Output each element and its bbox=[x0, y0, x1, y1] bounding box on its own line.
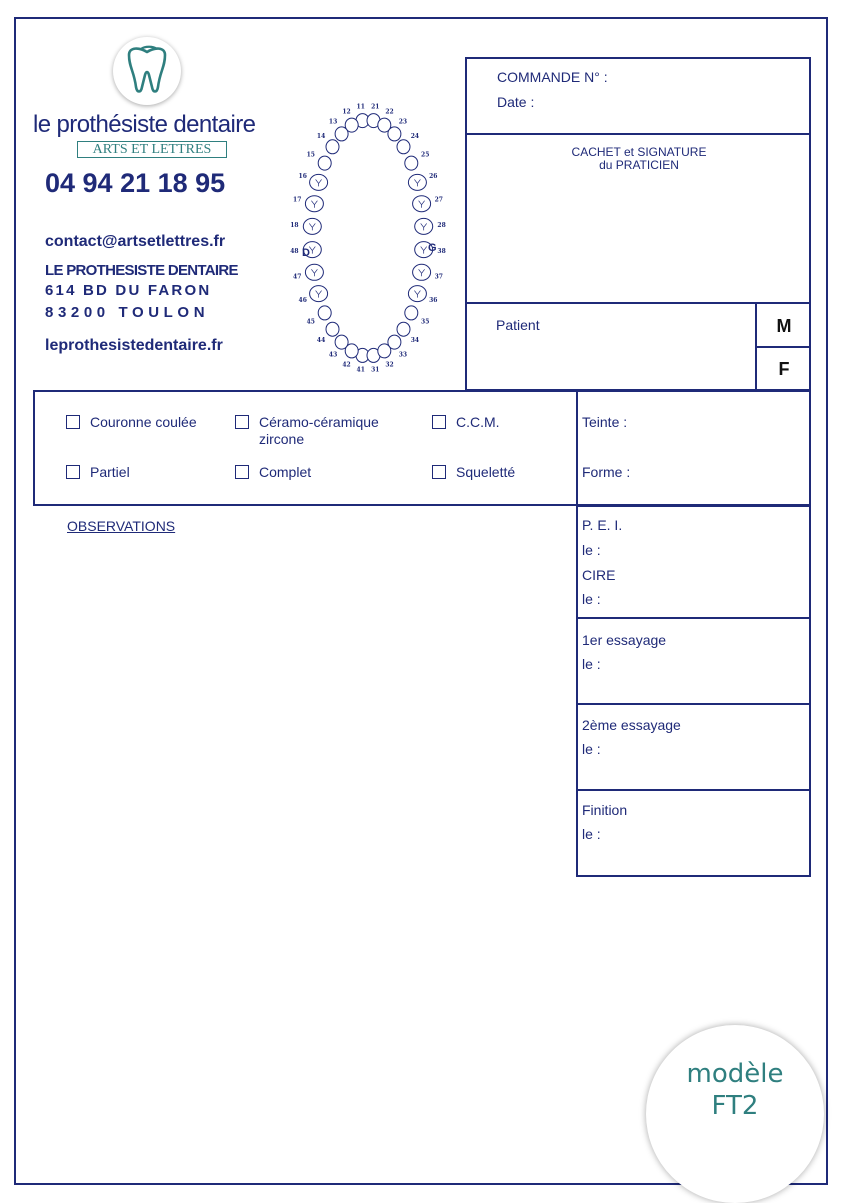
teinte-label: Teinte : bbox=[582, 414, 628, 430]
tooth-43[interactable] bbox=[335, 335, 348, 349]
tooth-number-27: 27 bbox=[434, 196, 443, 204]
sex-female-option[interactable]: F bbox=[778, 359, 790, 379]
tooth-number-46: 46 bbox=[298, 297, 307, 305]
essayage-1-label: 1er essayage bbox=[582, 632, 667, 648]
partiel-checkbox[interactable] bbox=[66, 465, 80, 479]
tooth-15[interactable] bbox=[318, 156, 331, 170]
tooth-number-48: 48 bbox=[290, 247, 299, 255]
company-name: LE PROTHESISTE DENTAIRE bbox=[45, 262, 238, 279]
tooth-number-42: 42 bbox=[342, 361, 351, 369]
tooth-27[interactable] bbox=[413, 196, 431, 212]
divider bbox=[576, 617, 811, 619]
stamp-line-2: du PRATICIEN bbox=[599, 158, 679, 172]
tooth-17[interactable] bbox=[305, 196, 323, 212]
tooth-number-17: 17 bbox=[293, 196, 302, 204]
tooth-number-45: 45 bbox=[306, 318, 315, 326]
tooth-number-41: 41 bbox=[356, 366, 365, 374]
tooth-number-28: 28 bbox=[437, 222, 446, 230]
forme-label: Forme : bbox=[582, 464, 631, 480]
tooth-number-47: 47 bbox=[293, 273, 302, 281]
tooth-number-12: 12 bbox=[342, 108, 351, 116]
divider bbox=[576, 789, 811, 791]
tooth-number-32: 32 bbox=[385, 361, 394, 369]
couronne-label: Couronne coulée bbox=[90, 414, 197, 430]
essayage-2-date-label: le : bbox=[582, 741, 601, 757]
tooth-number-44: 44 bbox=[316, 337, 326, 344]
stamp-line-1: CACHET et SIGNATURE bbox=[571, 145, 707, 159]
email: contact@artsetlettres.fr bbox=[45, 233, 226, 250]
ceramo-label: Céramo-céramique bbox=[259, 414, 379, 430]
model-badge bbox=[646, 1025, 824, 1203]
phone-number: 04 94 21 18 95 bbox=[45, 168, 226, 198]
essayage-1-date-label: le : bbox=[582, 656, 601, 672]
tooth-14[interactable] bbox=[326, 140, 339, 154]
right-side-label: D bbox=[302, 247, 310, 259]
tooth-number-11: 11 bbox=[356, 103, 365, 111]
tooth-26[interactable] bbox=[408, 174, 426, 190]
address-line-2: 83200 TOULON bbox=[45, 304, 210, 321]
squelette-label: Squeletté bbox=[456, 464, 516, 480]
tooth-number-38: 38 bbox=[437, 247, 446, 255]
patient-label: Patient bbox=[496, 317, 540, 333]
tooth-number-24: 24 bbox=[410, 133, 420, 140]
tooth-number-25: 25 bbox=[421, 151, 430, 159]
cire-date-label: le : bbox=[582, 591, 601, 607]
tooth-number-43: 43 bbox=[328, 351, 338, 359]
tooth-logo bbox=[113, 37, 181, 105]
tooth-number-18: 18 bbox=[290, 222, 299, 230]
tooth-number-34: 34 bbox=[410, 337, 420, 344]
tooth-46[interactable] bbox=[310, 286, 328, 302]
tooth-25[interactable] bbox=[405, 156, 418, 170]
tooth-number-33: 33 bbox=[398, 351, 408, 359]
cire-label: CIRE bbox=[582, 567, 616, 583]
tooth-23[interactable] bbox=[388, 127, 401, 141]
tooth-44[interactable] bbox=[326, 322, 339, 336]
tooth-number-21: 21 bbox=[371, 103, 380, 111]
essayage-2-label: 2ème essayage bbox=[582, 717, 681, 733]
dental-chart bbox=[278, 98, 458, 380]
ceramo-label-line-2: zircone bbox=[259, 431, 305, 447]
observations-heading: OBSERVATIONS bbox=[67, 518, 176, 534]
options-box bbox=[33, 390, 811, 506]
tooth-number-36: 36 bbox=[429, 297, 438, 305]
tooth-number-26: 26 bbox=[429, 172, 438, 180]
partiel-label: Partiel bbox=[90, 464, 130, 480]
tooth-number-31: 31 bbox=[371, 366, 380, 374]
model-label: modèle bbox=[686, 1059, 784, 1089]
steps-box bbox=[576, 505, 811, 877]
tooth-number-37: 37 bbox=[434, 273, 443, 281]
brand-name: le prothésiste dentaire bbox=[33, 111, 256, 138]
date-label: Date : bbox=[497, 94, 535, 110]
order-number-label: COMMANDE N° : bbox=[497, 69, 608, 85]
tooth-number-15: 15 bbox=[306, 151, 315, 159]
tooth-33[interactable] bbox=[388, 335, 401, 349]
divider bbox=[576, 703, 811, 705]
complet-label: Complet bbox=[259, 464, 312, 480]
divider bbox=[465, 133, 811, 135]
ccm-checkbox[interactable] bbox=[432, 415, 446, 429]
squelette-checkbox[interactable] bbox=[432, 465, 446, 479]
sex-male-option[interactable]: M bbox=[776, 316, 792, 336]
model-code: FT2 bbox=[711, 1091, 759, 1121]
tooth-icon bbox=[113, 37, 181, 105]
couronne-checkbox[interactable] bbox=[66, 415, 80, 429]
address-line-1: 614 BD DU FARON bbox=[45, 282, 212, 299]
tooth-24[interactable] bbox=[397, 140, 410, 154]
tooth-45[interactable] bbox=[318, 306, 331, 320]
tooth-35[interactable] bbox=[405, 306, 418, 320]
tooth-16[interactable] bbox=[310, 174, 328, 190]
complet-checkbox[interactable] bbox=[235, 465, 249, 479]
pei-date-label: le : bbox=[582, 542, 601, 558]
tooth-37[interactable] bbox=[413, 264, 431, 280]
finition-date-label: le : bbox=[582, 826, 601, 842]
tooth-number-14: 14 bbox=[316, 133, 326, 140]
brand-subtitle: ARTS ET LETTRES bbox=[77, 141, 227, 158]
left-side-label: G bbox=[428, 242, 437, 254]
finition-label: Finition bbox=[582, 802, 628, 818]
tooth-number-13: 13 bbox=[328, 118, 338, 126]
tooth-28[interactable] bbox=[415, 218, 433, 234]
observations-area[interactable] bbox=[36, 540, 572, 1010]
tooth-number-23: 23 bbox=[398, 118, 408, 126]
tooth-number-16: 16 bbox=[298, 172, 307, 180]
pei-label: P. E. I. bbox=[582, 517, 623, 533]
tooth-34[interactable] bbox=[397, 322, 410, 336]
tooth-18[interactable] bbox=[303, 218, 321, 234]
stamp-area[interactable] bbox=[467, 160, 753, 300]
ccm-label: C.C.M. bbox=[456, 414, 500, 430]
tooth-13[interactable] bbox=[335, 127, 348, 141]
ceramo-checkbox[interactable] bbox=[235, 415, 249, 429]
tooth-number-35: 35 bbox=[421, 318, 430, 326]
website: leprothesistedentaire.fr bbox=[45, 337, 223, 354]
tooth-36[interactable] bbox=[408, 286, 426, 302]
patient-field[interactable] bbox=[467, 335, 753, 389]
tooth-47[interactable] bbox=[305, 264, 323, 280]
tooth-number-22: 22 bbox=[385, 108, 394, 116]
